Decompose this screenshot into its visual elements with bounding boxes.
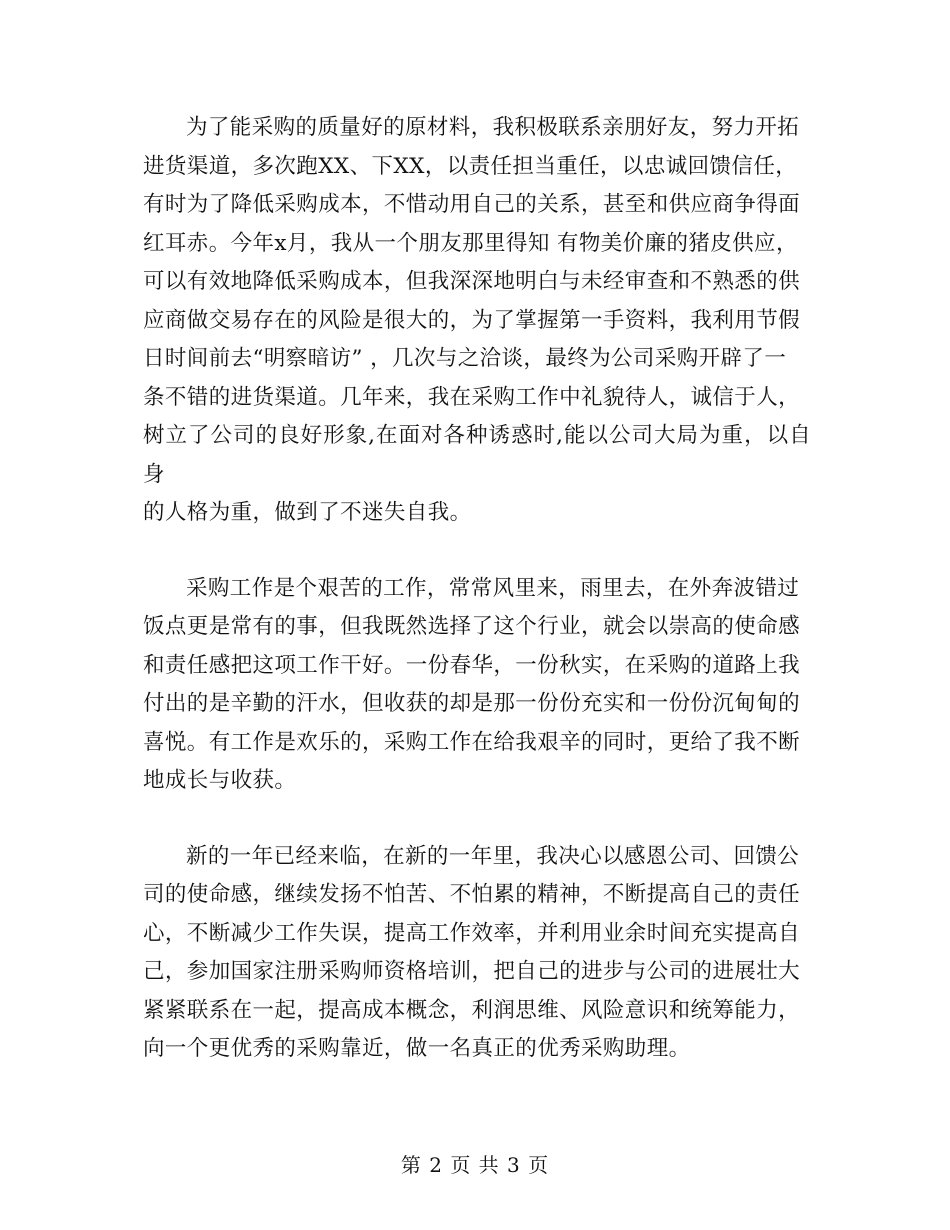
- text-line: 有时为了降低采购成本，不惜动用自己的关系，甚至和供应商争得面: [143, 192, 801, 217]
- text-line: 和责任感把这项工作干好。一份春华，一份秋实，在采购的道路上我: [143, 652, 801, 678]
- text-line: 地成长与收获。: [143, 768, 297, 793]
- paragraph: [143, 838, 811, 1069]
- text-line: 为了能采购的质量好的原材料，我积极联系亲朋好友，努力开拓: [186, 115, 800, 140]
- text-line: 日时间前去“明察暗访” ，几次与之洽谈，最终为公司采购开辟了一: [143, 346, 787, 371]
- text-line: 喜悦。有工作是欢乐的，采购工作在给我艰辛的同时，更给了我不断: [143, 729, 801, 755]
- text-line: 司的使命感，继续发扬不怕苦、不怕累的精神，不断提高自己的责任: [143, 882, 801, 907]
- text-line: 条不错的进货渠道。几年来，我在采购工作中礼貌待人，诚信于人，: [143, 384, 801, 410]
- text-line: 向一个更优秀的采购靠近，做一名真正的优秀采购助理。: [143, 1036, 691, 1061]
- text-line: 可以有效地降低采购成本，但我深深地明白与未经审查和不熟悉的供: [143, 269, 801, 294]
- document-body: [143, 109, 811, 1106]
- text-line: 进货渠道，多次跑XX、下XX，以责任担当重任，以忠诚回馈信任，: [143, 153, 798, 179]
- text-line: 树立了公司的良好形象,在面对各种诱惑时,能以公司大局为重，以自身: [143, 423, 811, 487]
- text-line: 的人格为重，做到了不迷失自我。: [143, 500, 472, 525]
- text-line: 紧紧联系在一起，提高成本概念，利润思维、风险意识和统筹能力，: [143, 997, 801, 1023]
- paragraph: [143, 570, 811, 801]
- text-line: 采购工作是个艰苦的工作，常常风里来，雨里去，在外奔波错过: [186, 575, 800, 601]
- text-line: 心，不断减少工作失误，提高工作效率，并利用业余时间充实提高自: [143, 920, 801, 946]
- text-line: 付出的是辛勤的汗水，但收获的却是那一份份充实和一份份沉甸甸的: [143, 691, 801, 716]
- text-line: 新的一年已经来临，在新的一年里，我决心以感恩公司、回馈公: [186, 843, 800, 869]
- page-number-footer: 第 2 页 共 3 页: [400, 1153, 550, 1177]
- paragraph: [143, 109, 811, 533]
- text-line: 饭点更是常有的事，但我既然选择了这个行业，就会以崇高的使命感: [143, 614, 801, 639]
- text-line: 己，参加国家注册采购师资格培训，把自己的进步与公司的进展壮大: [143, 959, 801, 984]
- text-line: 应商做交易存在的风险是很大的，为了掌握第一手资料，我利用节假: [143, 307, 801, 333]
- text-line: 红耳赤。今年x月，我从一个朋友那里得知 有物美价廉的猪皮供应，: [143, 230, 798, 256]
